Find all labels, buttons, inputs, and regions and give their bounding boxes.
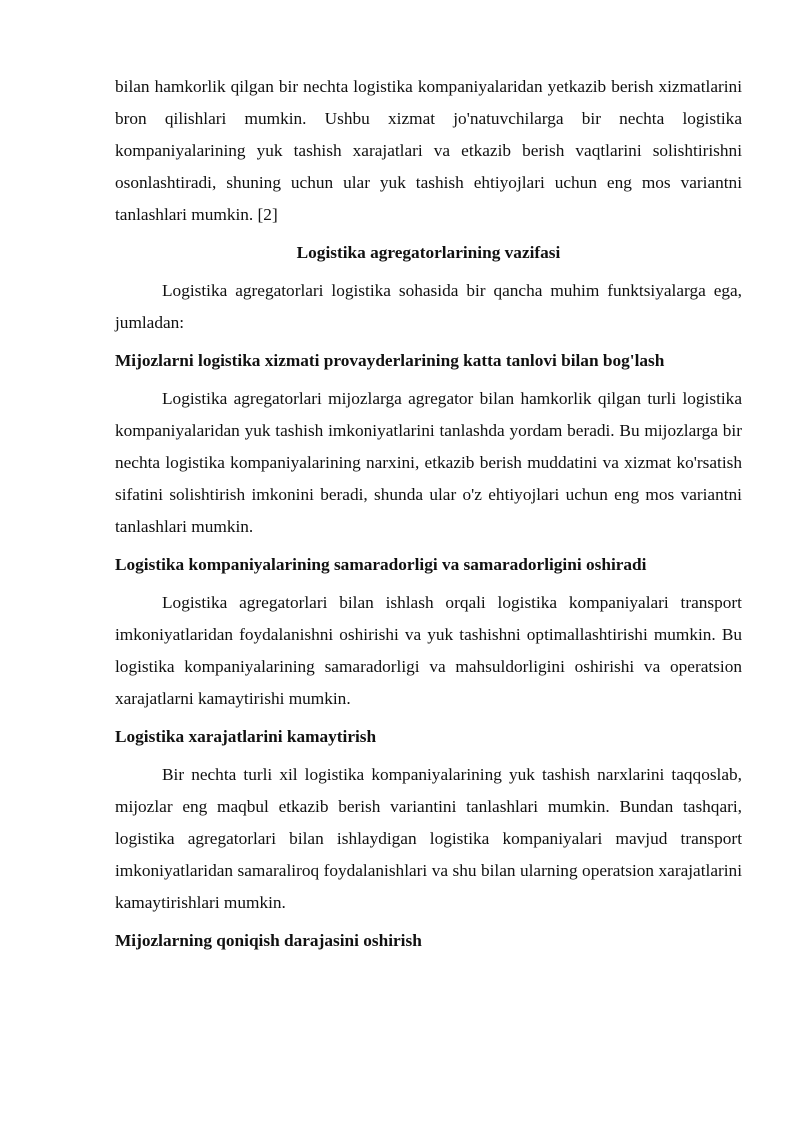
subheading-satisfaction: Mijozlarning qoniqish darajasini oshirish [115,931,422,950]
paragraph-connecting-clients: Logistika agregatorlari mijozlarga agregator bilan hamkorlik qilgan turli logistika kompaniyalaridan yuk tashish imkoniyatlarini tanlashda yordam beradi. Bu mijozlarga bir nechta logistika kompaniyalarining narxini, etkazib berish muddatini va xizmat ko'rsatish sifatini solishtirish imkonini beradi, shunda ular o'z ehtiyojlari uchun eng mos variantni tanlashlari mumkin. [115,389,742,536]
document-body [115,71,742,963]
section-heading-vazifasi: Logistika agregatorlarining vazifasi [296,243,561,262]
paragraph-intro: Logistika agregatorlari logistika sohasida bir qancha muhim funktsiyalarga ega, jumladan: [115,281,742,332]
paragraph-continuation: bilan hamkorlik qilgan bir nechta logistika kompaniyalaridan yetkazib berish xizmatlarini bron qilishlari mumkin. Ushbu xizmat jo'natuvchilarga bir nechta logistika kompaniyalarining yuk tashish xarajatlari va etkazib berish vaqtlarini solishtirishni osonlashtiradi, shuning uchun ular yuk tashish ehtiyojlari uchun eng mos variantni tanlashlari mumkin. [2] [115,77,742,224]
subheading-connecting-clients: Mijozlarni logistika xizmati provayderlarining katta tanlovi bilan bog'lash [115,351,665,370]
paragraph-cost-reduction: Bir nechta turli xil logistika kompaniyalarining yuk tashish narxlarini taqqoslab, mijozlar eng maqbul etkazib berish variantini tanlashlari mumkin. Bundan tashqari, logistika agregatorlari bilan ishlaydigan logistika kompaniyalari mavjud transport imkoniyatlaridan samaraliroq foydalanishlari va shu bilan ularning operatsion xarajatlarini kamaytirishlari mumkin. [115,765,742,912]
subheading-efficiency: Logistika kompaniyalarining samaradorligi va samaradorligini oshiradi [115,555,647,574]
paragraph-efficiency: Logistika agregatorlari bilan ishlash orqali logistika kompaniyalari transport imkoniyatlaridan foydalanishni oshirishi va yuk tashishni optimallashtirishi mumkin. Bu logistika kompaniyalarining samaradorligi va mahsuldorligini oshirishi va operatsion xarajatlarni kamaytirishi mumkin. [115,593,742,708]
subheading-cost-reduction: Logistika xarajatlarini kamaytirish [115,727,377,746]
